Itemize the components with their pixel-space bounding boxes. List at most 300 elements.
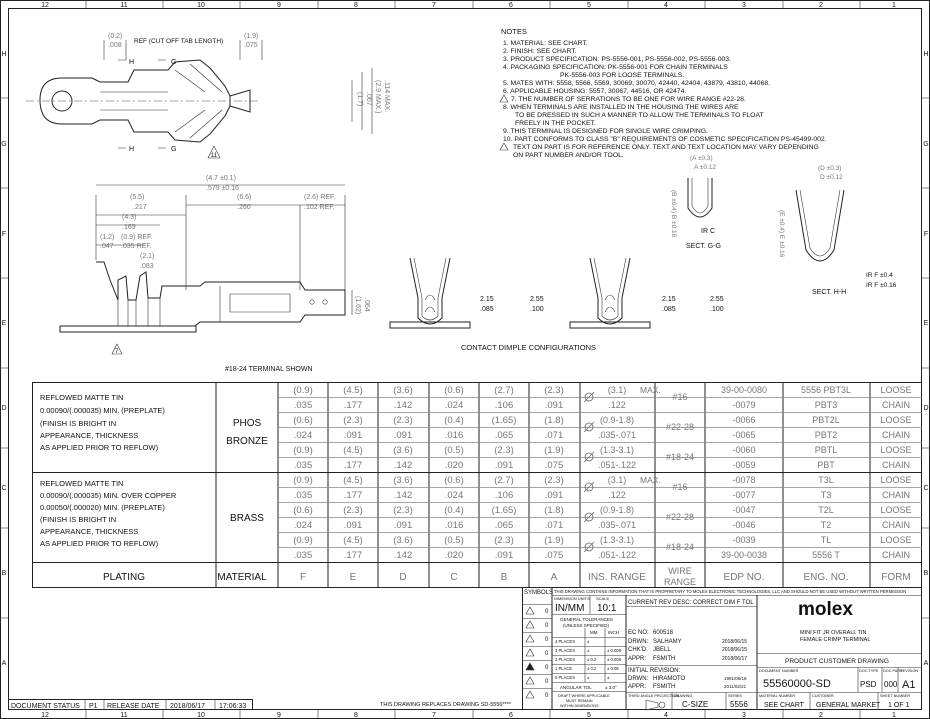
- cell-f: .035: [293, 490, 313, 501]
- zone-bottom-2: 2: [819, 712, 823, 719]
- dim-064: .064: [363, 298, 370, 312]
- cell-edp: 39-00-0080: [720, 385, 768, 395]
- svg-text:1 PLACE: 1 PLACE: [555, 666, 573, 671]
- section-g-top: G: [171, 59, 177, 66]
- sect-hh-d-mm: (D ±0.3): [818, 165, 842, 172]
- cell-wire-range: #16: [672, 482, 688, 492]
- appr2-date: 2011/02/21: [724, 684, 747, 689]
- zone-right-c: C: [923, 485, 929, 492]
- dim-21-in: .083: [140, 263, 154, 270]
- table-footer-cols: [300, 566, 911, 587]
- cell-form: CHAIN: [881, 430, 911, 440]
- cell-ins-range: (0.9-1.8): [599, 415, 635, 425]
- appr-name: FSMITH: [653, 656, 676, 662]
- series-label: SERIES: [728, 694, 742, 698]
- cell-c: .024: [444, 490, 464, 501]
- appr-date: 2018/06/17: [722, 656, 748, 662]
- appr-label: APPR:: [628, 656, 647, 662]
- tolerance-mm: MM: [590, 630, 598, 635]
- cell-ins-range: (3.1): [607, 385, 627, 395]
- title-line-1: MINI FIT JR OVERALL TIN: [800, 630, 867, 636]
- zone-top-12: 12: [41, 2, 49, 9]
- note-11: TEXT ON PART IS FOR REFERENCE ONLY. TEXT AND TEXT LOCATION MAY VARY DEPENDING: [513, 144, 819, 151]
- zone-bottom-8: 8: [354, 712, 358, 719]
- draft-line-1: DRAFT WHERE APPLICABLE: [558, 694, 610, 698]
- cell-wire-range: #22-28: [665, 512, 695, 522]
- doc-part: 000: [884, 680, 898, 689]
- cell-edp: -0066: [732, 415, 756, 425]
- cell-a: .075: [544, 460, 564, 471]
- cell-form: CHAIN: [881, 520, 911, 530]
- cell-c: (0.5): [444, 535, 464, 546]
- cell-ins-range: (1.3-3.1): [599, 445, 635, 455]
- diameter-stroke: [584, 512, 594, 522]
- revision-label: REVISION: [900, 669, 919, 673]
- symbol-icons: [526, 607, 534, 698]
- dimple-a-mm: 2.15: [480, 296, 494, 303]
- svg-text:3 PLACES: 3 PLACES: [555, 648, 576, 653]
- cell-c: (0.6): [444, 385, 464, 396]
- cell-f: (0.6): [293, 505, 313, 516]
- zone-labels-top: [41, 2, 896, 9]
- sect-gg-b: (B ±0.4) B ±0.16: [670, 190, 677, 238]
- dimple-a-in: .085: [480, 306, 494, 313]
- cell-c: (0.4): [444, 505, 464, 516]
- diameter-stroke: [584, 392, 594, 402]
- customer-label: CUSTOMER: [812, 694, 834, 698]
- dim-19-mm: (1.9): [244, 33, 259, 40]
- footer-eng: ENG. NO.: [803, 572, 849, 583]
- replaces-drawing: THIS DRAWING REPLACES DRAWING SD-5556****: [380, 702, 512, 708]
- dim-26-mm: (2.6) REF.: [304, 194, 336, 201]
- dimple-configs: [390, 258, 724, 352]
- cell-ins-range: .122: [608, 400, 626, 410]
- cell-c: (0.5): [444, 445, 464, 456]
- cell-form: CHAIN: [881, 490, 911, 500]
- cell-edp: -0065: [732, 430, 756, 440]
- zone-top-5: 5: [587, 2, 591, 9]
- cell-a: (1.9): [544, 445, 564, 456]
- cell-d: .142: [393, 400, 413, 411]
- doc-type: PSD: [860, 680, 877, 689]
- svg-text:0: 0: [545, 693, 549, 699]
- plating-b-line-6: AS APPLIED PRIOR TO REFLOW): [40, 539, 159, 548]
- scale-label: SCALE: [596, 596, 610, 601]
- cell-edp: -0039: [732, 535, 756, 545]
- cell-d: .142: [393, 460, 413, 471]
- sect-gg-a-in: A ±0.12: [694, 164, 717, 171]
- cell-e: .177: [343, 490, 363, 501]
- plating-b-line-3: 0.00050/(.000020) MIN. (PREPLATE): [40, 503, 165, 512]
- dim-29-max: (2.9 MAX.): [374, 80, 381, 114]
- note-1: 1. MATERIAL: SEE CHART.: [503, 40, 588, 47]
- table-footer: [103, 572, 267, 583]
- symbol-zeros: [545, 609, 549, 699]
- dim-55-in: .217: [133, 204, 147, 211]
- release-date-label: RELEASE DATE: [107, 703, 160, 710]
- cell-eng: 5556 T: [812, 550, 840, 560]
- dim-12-in: .047: [100, 243, 114, 250]
- plating-a-line-5: AS APPLIED PRIOR TO REFLOW): [40, 443, 159, 452]
- plating-b-line-1: REFLOWED MATTE TIN: [40, 479, 124, 488]
- cell-d: (3.6): [393, 475, 413, 486]
- zone-bottom-12: 12: [41, 712, 49, 719]
- cell-f: .024: [293, 430, 313, 441]
- doc-number: 55560000-SD: [763, 678, 831, 690]
- dim-total-in: .579 ±0.16: [206, 185, 240, 192]
- cell-b: .091: [494, 460, 514, 471]
- cell-a: (2.3): [544, 385, 564, 396]
- sect-gg-label: SECT. G-G: [686, 243, 722, 250]
- dim-units: IN/MM: [555, 603, 585, 614]
- dim-66-in: .260: [237, 204, 251, 211]
- cell-b: .091: [494, 550, 514, 561]
- material-a-line-2: BRONZE: [226, 436, 268, 447]
- plating-b-line-2: 0.00090/(.000035) MIN. OVER COPPER: [40, 491, 177, 500]
- cell-edp: -0060: [732, 445, 756, 455]
- cell-e: (4.5): [343, 475, 363, 486]
- sect-gg-irc: IR C: [701, 228, 715, 235]
- footer-e: E: [349, 572, 357, 583]
- footer-b: B: [500, 572, 508, 583]
- cell-e: (2.3): [343, 415, 363, 426]
- footer-wire-1: WIRE: [668, 566, 692, 576]
- cell-a: (2.3): [544, 475, 564, 486]
- dimple-e-mm: 2.55: [710, 296, 724, 303]
- sheet-number: 1 OF 1: [888, 702, 910, 709]
- zone-top-10: 10: [197, 2, 205, 9]
- cell-eng: 5556 PBT3L: [800, 385, 852, 395]
- cell-edp: -0046: [732, 520, 756, 530]
- note-6: 6. APPLICABLE HOUSING: 5557, 30067, 44516, OR 42474.: [503, 88, 687, 95]
- cell-form: LOOSE: [880, 445, 912, 455]
- ec-no-label: EC NO:: [628, 630, 649, 636]
- cell-e: (4.5): [343, 535, 363, 546]
- cell-wire-range: #16: [672, 392, 688, 402]
- cell-a: .075: [544, 550, 564, 561]
- drwn-date: 2018/06/15: [722, 639, 748, 645]
- svg-text:± 0.008: ± 0.008: [607, 648, 621, 653]
- cell-eng: TL: [820, 535, 832, 545]
- cell-b: (2.3): [494, 445, 514, 456]
- zone-labels-bottom: [41, 712, 896, 719]
- dim-66-mm: (6.6): [237, 194, 252, 201]
- dim-21-mm: (2.1): [140, 253, 155, 260]
- zone-top-3: 3: [742, 2, 746, 9]
- zone-left-b: B: [1, 570, 7, 577]
- material-number: SEE CHART: [764, 702, 804, 709]
- doc-status-label: DOCUMENT STATUS: [11, 703, 80, 710]
- zone-left-h: H: [1, 51, 7, 58]
- title-line-2: FEMALE CRIMP TERMINAL: [800, 637, 871, 643]
- cell-e: .177: [343, 550, 363, 561]
- zone-left-a: A: [1, 660, 7, 667]
- dimple-e-in: .100: [710, 306, 724, 313]
- cell-eng: T3: [820, 490, 832, 500]
- note-9: 9. THIS TERMINAL IS DESIGNED FOR SINGLE WIRE CRIMPING.: [503, 128, 708, 135]
- doc-type-label: DOC TYPE: [859, 669, 879, 673]
- cell-f: (0.9): [293, 475, 313, 486]
- dim-09-in: .035 REF.: [121, 243, 152, 250]
- dim-26-in: .102 REF.: [304, 204, 335, 211]
- cell-form: LOOSE: [880, 535, 912, 545]
- footer-c: C: [450, 572, 458, 583]
- cell-e: (4.5): [343, 385, 363, 396]
- dim-55-mm: (5.5): [130, 194, 145, 201]
- appr2-label: APPR:: [628, 684, 647, 690]
- chkd-date: 2018/06/15: [722, 647, 748, 653]
- revision-value: A1: [902, 679, 916, 691]
- dim-02-in: .008: [108, 42, 122, 49]
- cell-f: .024: [293, 520, 313, 531]
- section-g-bottom: G: [171, 146, 177, 153]
- sect-hh-d-in: D ±0.12: [820, 174, 843, 181]
- dim-12-mm: (1.2): [100, 234, 115, 241]
- zone-right-h: H: [923, 51, 929, 58]
- dim-total-mm: (4.7 ±0.1): [206, 175, 236, 182]
- cell-b: (2.3): [494, 535, 514, 546]
- cell-ins-range: .051-.122: [597, 460, 637, 470]
- footer-ins-range: INS. RANGE: [588, 572, 646, 583]
- sect-hh-irf2: IR F ±0.16: [866, 282, 897, 289]
- cell-b: (1.65): [491, 505, 517, 516]
- doc-part-label: DOC PART: [883, 669, 903, 673]
- cell-a: .071: [544, 520, 564, 531]
- footer-f: F: [299, 572, 307, 583]
- cell-d: .142: [393, 490, 413, 501]
- molex-logo: molex: [798, 599, 853, 620]
- dimple-b-mm: 2.55: [530, 296, 544, 303]
- cell-form: CHAIN: [881, 460, 911, 470]
- note-11-flag-num: 11: [211, 153, 218, 159]
- cell-eng: PBTL: [814, 445, 838, 455]
- plating-b-line-5: APPEARANCE, THICKNESS: [40, 527, 139, 536]
- zone-right-g: G: [923, 141, 929, 148]
- diameter-stroke: [584, 422, 594, 432]
- cell-e: (4.5): [343, 445, 363, 456]
- drwn2-label: DRWN:: [628, 676, 649, 682]
- cell-a: .071: [544, 430, 564, 441]
- svg-text:±: ±: [587, 675, 590, 680]
- cell-form: CHAIN: [881, 550, 911, 560]
- top-view: [26, 33, 390, 159]
- sect-hh-irf1: IR F ±0.4: [866, 272, 893, 279]
- cell-ins-range: .122: [608, 490, 626, 500]
- angular-tol-label: ANGULAR TOL: [560, 685, 592, 690]
- cell-b: .106: [494, 400, 514, 411]
- cell-e: .177: [343, 460, 363, 471]
- cell-c: (0.6): [444, 475, 464, 486]
- initial-revision-label: INITIAL REVISION:: [628, 668, 681, 674]
- footer-material: MATERIAL: [217, 572, 267, 583]
- material-b: BRASS: [230, 513, 264, 524]
- svg-text:0: 0: [545, 623, 549, 629]
- zone-top-8: 8: [354, 2, 358, 9]
- zone-bottom-10: 10: [197, 712, 205, 719]
- footer-edp: EDP NO.: [723, 572, 765, 583]
- dimple-c-mm: 2.15: [662, 296, 676, 303]
- note-4b: PK-5556-003 FOR LOOSE TERMINALS.: [560, 72, 685, 79]
- chkd-label: CHK'D:: [628, 647, 648, 653]
- terminal-side-outline: [60, 262, 345, 332]
- cell-e: .177: [343, 400, 363, 411]
- footer-wire-2: RANGE: [663, 577, 697, 587]
- cell-form: LOOSE: [880, 385, 912, 395]
- sect-gg-shape: [688, 178, 712, 217]
- zone-bottom-5: 5: [587, 712, 591, 719]
- dim-43-in: .169: [122, 224, 136, 231]
- svg-text:0: 0: [545, 637, 549, 643]
- cell-eng: T2: [820, 520, 832, 530]
- note-7-flag: 7: [115, 349, 119, 355]
- section-h-top: H: [129, 59, 135, 66]
- status-strip: [9, 700, 512, 711]
- cell-form: LOOSE: [880, 505, 912, 515]
- note-4: 4. PACKAGING SPECIFICATION: PK-5556-001 FOR CHAIN TERMINALS: [503, 64, 728, 71]
- title-block: [522, 588, 922, 711]
- zone-top-2: 2: [819, 2, 823, 9]
- svg-text:0: 0: [545, 665, 549, 671]
- zone-bottom-9: 9: [277, 712, 281, 719]
- sect-hh-shape: [796, 190, 844, 261]
- cell-wire-range: #22-28: [665, 422, 695, 432]
- sect-hh-label: SECT. H-H: [812, 289, 847, 296]
- cell-f: (0.9): [293, 535, 313, 546]
- tolerance-subtitle: (UNLESS SPECIFIED): [563, 623, 610, 628]
- cell-c: (0.4): [444, 415, 464, 426]
- zone-top-1: 1: [892, 2, 896, 9]
- cell-form: LOOSE: [880, 475, 912, 485]
- plating-b-text: [40, 479, 177, 548]
- note-7: 7. THE NUMBER OF SERRATIONS TO BE ONE FOR WIRE RANGE #22-28.: [511, 96, 746, 103]
- cell-f: (0.9): [293, 445, 313, 456]
- tolerance-rows: [555, 639, 622, 680]
- ec-no: 600518: [653, 630, 674, 636]
- cell-eng: T3L: [818, 475, 834, 485]
- svg-text:0 PLACES: 0 PLACES: [555, 675, 576, 680]
- zone-right-a: A: [923, 660, 929, 667]
- svg-text:0: 0: [545, 609, 549, 615]
- cell-a: (1.9): [544, 535, 564, 546]
- cell-d: (2.3): [393, 415, 413, 426]
- cell-ins-range: .051-.122: [597, 550, 637, 560]
- material-number-label: MATERIAL NUMBER: [759, 694, 796, 698]
- cell-b: .065: [494, 430, 514, 441]
- cell-a: .091: [544, 400, 564, 411]
- zone-bottom-11: 11: [120, 712, 128, 719]
- cell-f: (0.9): [293, 385, 313, 396]
- ref-cutoff-label: REF (CUT OFF TAB LENGTH): [134, 38, 224, 45]
- footer-a: A: [550, 572, 558, 583]
- note-8b: TO BE DRESSED IN SUCH A MANNER TO ALLOW THE TERMINALS TO FLOAT: [515, 112, 764, 119]
- sect-gg-a-mm: (A ±0.3): [690, 155, 713, 162]
- plating-a-line-2: 0.00090/(.000035) MIN. (PREPLATE): [40, 406, 165, 415]
- svg-text:± 0.08: ± 0.08: [607, 666, 619, 671]
- svg-text:±: ±: [587, 639, 590, 644]
- cell-d: (3.6): [393, 535, 413, 546]
- plating-table: [32, 382, 922, 588]
- series-value: 5556: [730, 700, 748, 709]
- cell-f: .035: [293, 460, 313, 471]
- dim-162: (1.62): [354, 296, 361, 315]
- doc-number-label: DOCUMENT NUMBER: [759, 669, 799, 673]
- cell-b: .106: [494, 490, 514, 501]
- svg-text:±: ±: [607, 675, 610, 680]
- cell-a: (1.8): [544, 415, 564, 426]
- side-view-caption: #18-24 TERMINAL SHOWN: [225, 366, 313, 373]
- diameter-stroke: [584, 542, 594, 552]
- cell-b: (1.65): [491, 415, 517, 426]
- cell-eng: PBT2L: [812, 415, 840, 425]
- svg-text:0: 0: [545, 651, 549, 657]
- drwn2-name: HIRAMOTO: [653, 676, 686, 682]
- notes-block: [500, 27, 827, 159]
- material-a-line-1: PHOS: [232, 418, 262, 429]
- zone-bottom-6: 6: [509, 712, 513, 719]
- draft-line-2: MUST REMAIN: [566, 699, 593, 703]
- zone-left-e: E: [1, 320, 7, 327]
- plating-b-line-4: (FINISH IS BRIGHT IN: [40, 515, 117, 524]
- zone-top-4: 4: [664, 2, 668, 9]
- dimple-caption: CONTACT DIMPLE CONFIGURATIONS: [461, 343, 597, 352]
- note-2: 2. FINISH: SEE CHART.: [503, 48, 577, 55]
- cell-ins-range: (3.1): [607, 475, 627, 485]
- cell-b: (2.7): [494, 385, 514, 396]
- zone-top-6: 6: [509, 2, 513, 9]
- dimple-c-in: .085: [662, 306, 676, 313]
- doc-status: P1: [89, 703, 98, 710]
- cell-c: .024: [444, 400, 464, 411]
- cell-d: .091: [393, 520, 413, 531]
- dim-02-mm: (0.2): [108, 33, 123, 40]
- cell-eng: T2L: [818, 505, 834, 515]
- dim-067: .067: [365, 92, 372, 106]
- cell-edp: -0079: [732, 400, 756, 410]
- zone-bottom-7: 7: [432, 712, 436, 719]
- zone-top-7: 7: [432, 2, 436, 9]
- footer-form: FORM: [881, 572, 911, 583]
- drwn2-date: 1991/05/18: [724, 676, 747, 681]
- outer-frame: [1, 1, 930, 719]
- cell-d: .091: [393, 430, 413, 441]
- cell-wire-range: #18-24: [665, 452, 695, 462]
- sect-hh-e: (E ±0.4) E ±0.16: [778, 210, 785, 258]
- cell-ins-range: .035-.071: [597, 520, 637, 530]
- cell-ins-range: (0.9-1.8): [599, 505, 635, 515]
- zone-bottom-1: 1: [892, 712, 896, 719]
- zone-right-f: F: [923, 231, 929, 238]
- cell-d: (2.3): [393, 505, 413, 516]
- notes-heading: NOTES: [501, 27, 527, 36]
- cell-e: .091: [343, 430, 363, 441]
- diameter-stroke: [584, 482, 594, 492]
- plating-a-text: [40, 393, 165, 452]
- footer-d: D: [399, 572, 407, 583]
- zone-bottom-3: 3: [742, 712, 746, 719]
- scale-value: 10:1: [597, 603, 617, 614]
- cell-ins-range: (1.3-3.1): [599, 535, 635, 545]
- svg-text:2 PLACES: 2 PLACES: [555, 657, 576, 662]
- inner-frame: [9, 9, 922, 710]
- svg-text:±: ±: [587, 648, 590, 653]
- release-date: 2018/06/17: [170, 703, 206, 710]
- appr2-name: FSMITH: [653, 684, 676, 690]
- cell-c: .016: [444, 430, 464, 441]
- cell-f: .035: [293, 550, 313, 561]
- dim-09-mm: (0.9) REF.: [121, 234, 153, 241]
- cell-max: MAX.: [640, 475, 661, 485]
- zone-right-e: E: [923, 320, 929, 327]
